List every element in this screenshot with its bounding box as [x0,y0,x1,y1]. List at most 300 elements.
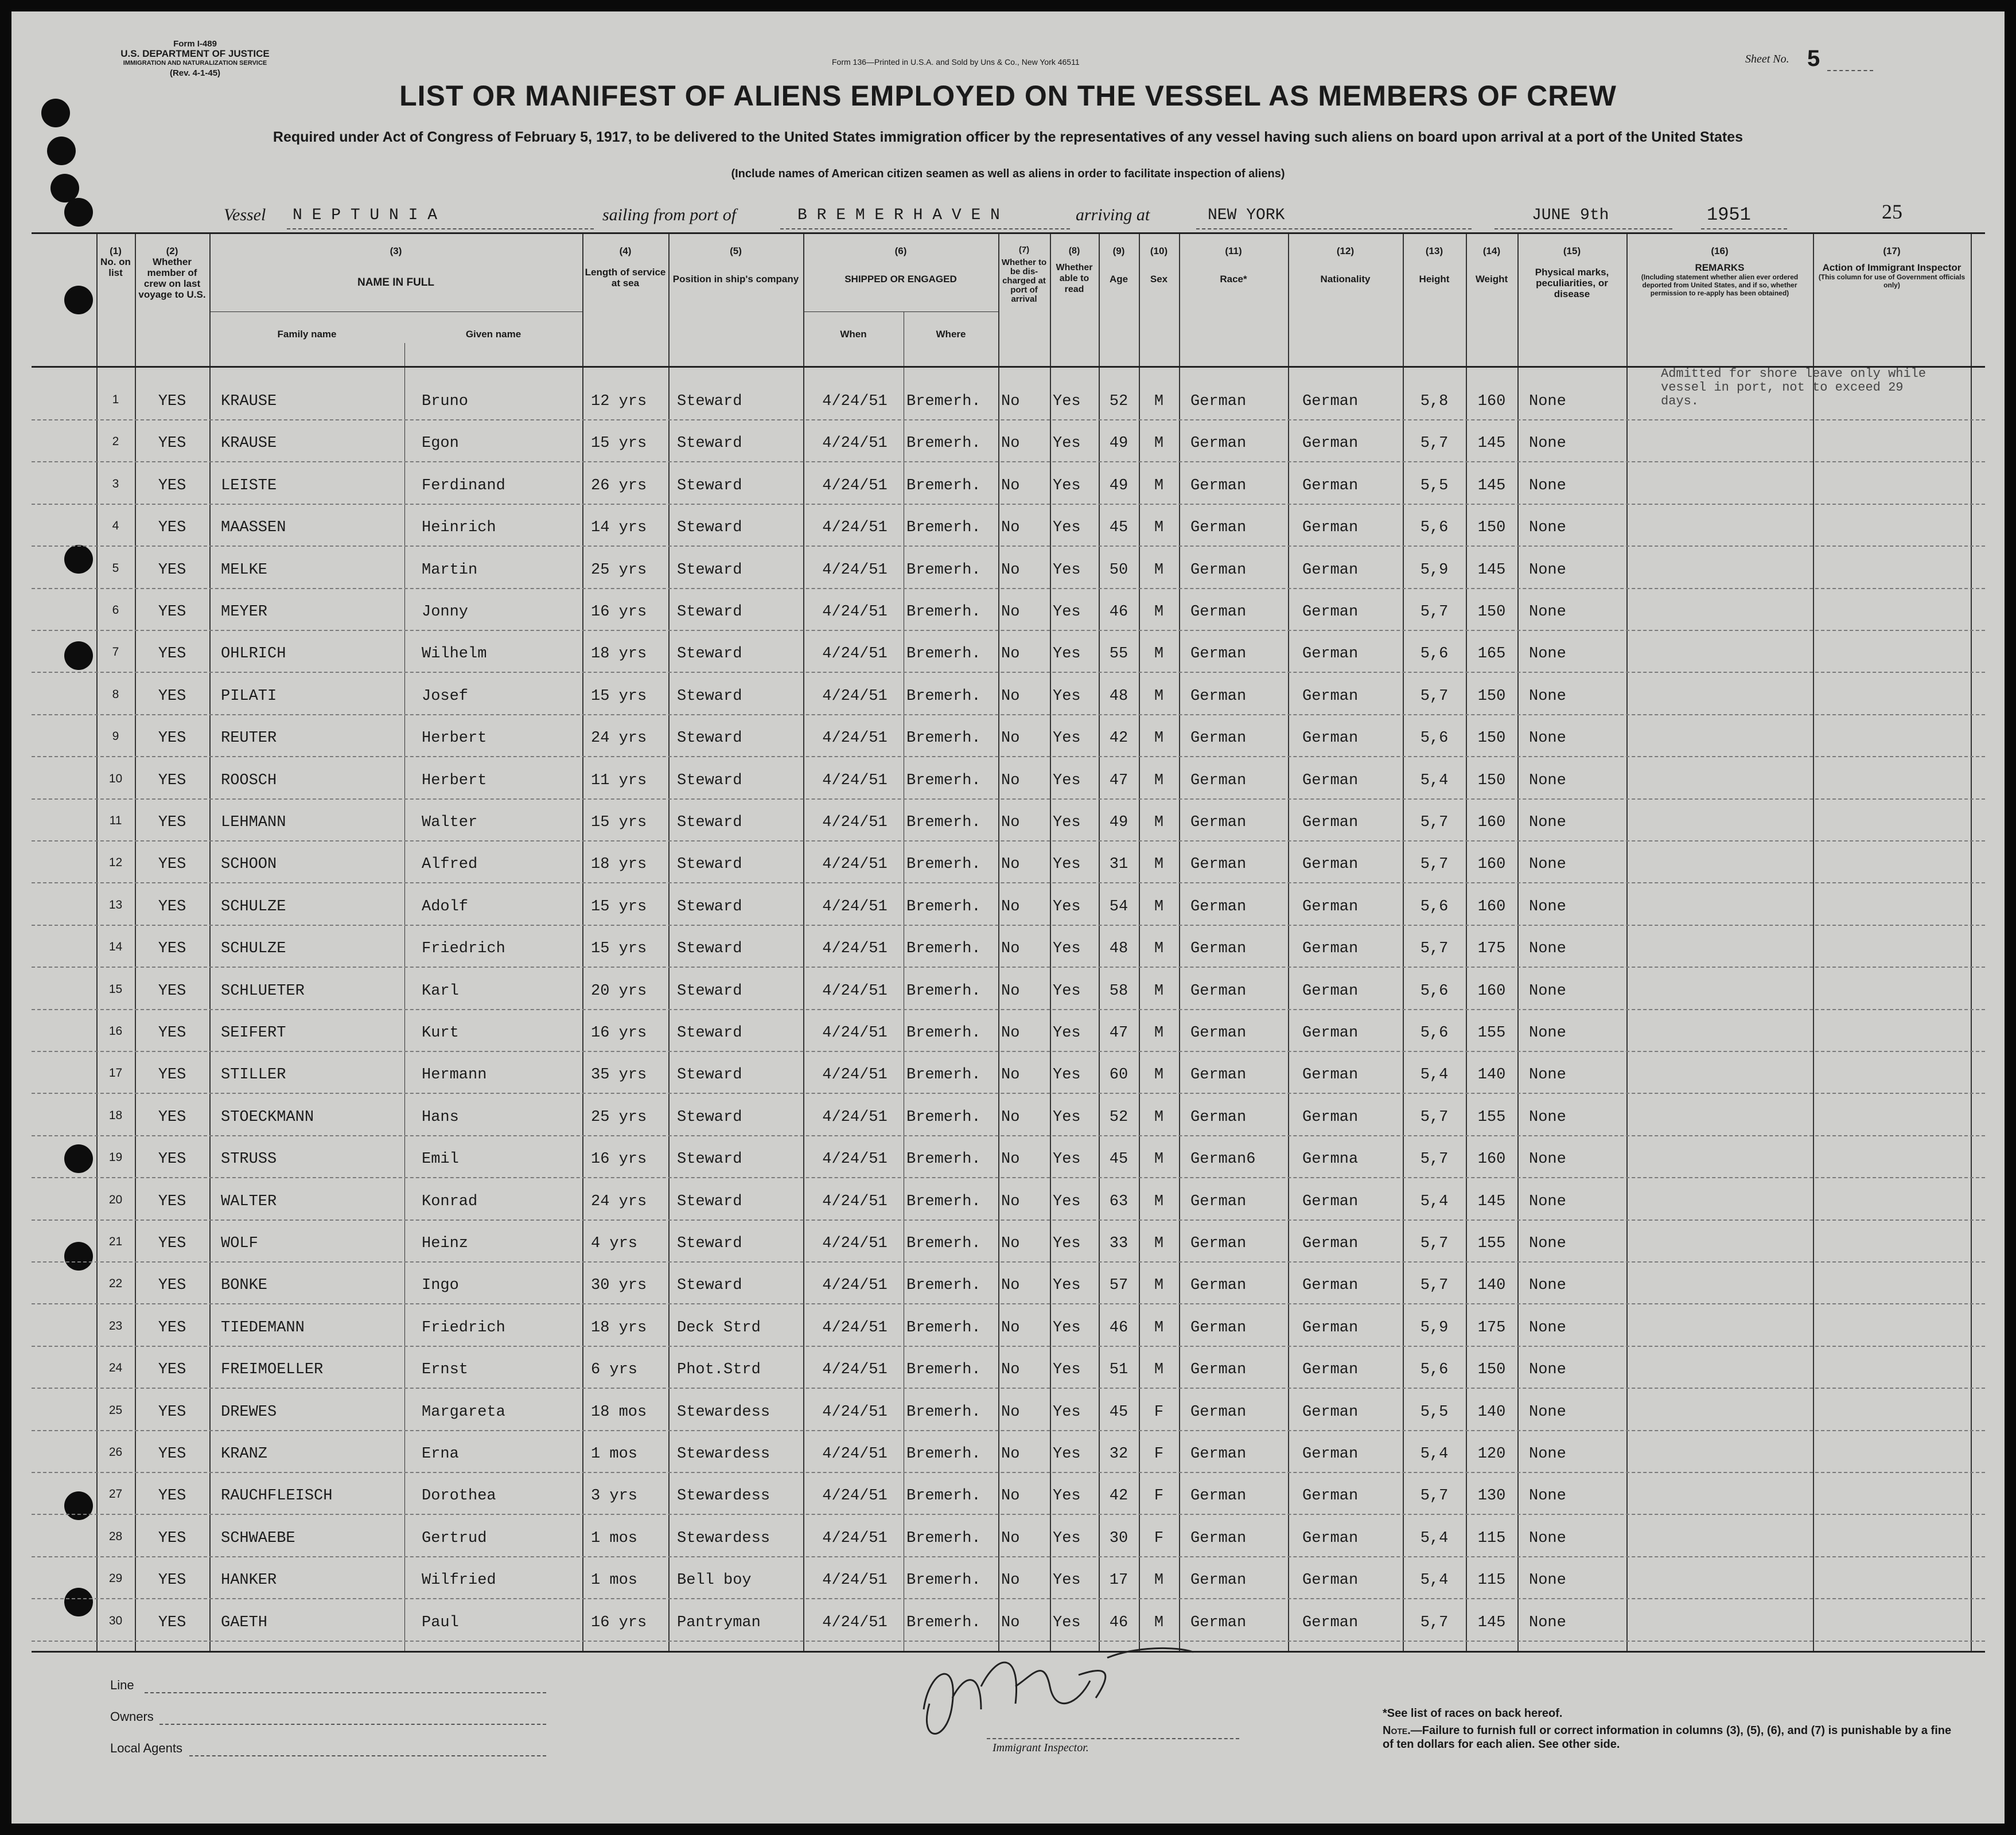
cell-race: German [1190,1277,1247,1295]
revision: (Rev. 4-1-45) [169,68,221,78]
cell-marks: None [1529,435,1566,453]
cell-last: YES [158,1361,186,1379]
cell-family: STRUSS [221,1151,277,1168]
table-row [32,1138,1985,1178]
cell-when: 4/24/51 [822,561,888,579]
cell-last: YES [158,1108,186,1126]
punch-hole [47,137,76,165]
cell-marks: None [1529,1193,1566,1210]
cell-height: 5,9 [1420,1319,1449,1337]
col-family-header: Family name [277,329,337,340]
cell-sex: F [1154,1529,1164,1547]
cell-service: 30 yrs [591,1277,647,1295]
cell-last: YES [158,730,186,747]
cell-sex: M [1154,1151,1164,1168]
cell-height: 5,6 [1420,519,1449,537]
cell-position: Bell boy [677,1572,752,1589]
cell-age: 50 [1109,561,1128,579]
punch-hole [64,198,93,227]
cell-marks: None [1529,1614,1566,1631]
cell-race: German [1190,1614,1247,1631]
cell-where: Bremerh. [906,519,981,537]
cell-disch: No [1001,1024,1020,1042]
arrival-port: NEW YORK [1208,207,1285,224]
cell-where: Bremerh. [906,1572,981,1589]
port-underline [780,228,1070,229]
cell-race: German [1190,1572,1247,1589]
inspector-signature [906,1635,1205,1755]
cell-race: German [1190,898,1247,915]
cell-nat: German [1302,477,1359,494]
cell-nat: German [1302,1193,1359,1210]
cell-no: 23 [108,1319,123,1333]
arrival-underline [1196,228,1472,229]
cell-last: YES [158,1403,186,1421]
cell-height: 5,7 [1420,1277,1449,1295]
col-name-header: (3) NAME IN FULL [357,246,435,289]
cell-age: 42 [1109,1487,1128,1505]
cell-race: German [1190,645,1247,663]
sheet-number: 5 [1807,46,1820,71]
year-underline [1701,228,1787,229]
cell-family: OHLRICH [221,645,286,663]
cell-marks: None [1529,687,1566,705]
cell-when: 4/24/51 [822,1572,888,1589]
cell-read: Yes [1053,1446,1081,1463]
cell-when: 4/24/51 [822,1529,888,1547]
cell-sex: M [1154,1193,1164,1210]
cell-disch: No [1001,982,1020,1000]
cell-given: Ferdinand [422,477,505,494]
cell-when: 4/24/51 [822,519,888,537]
cell-height: 5,4 [1420,1193,1449,1210]
table-row [32,380,1985,420]
table-row [32,1222,1985,1263]
cell-height: 5,5 [1420,1403,1449,1421]
cell-height: 5,7 [1420,603,1449,621]
cell-read: Yes [1053,393,1081,410]
cell-nat: German [1302,435,1359,453]
cell-last: YES [158,1446,186,1463]
sailing-label: sailing from port of [602,205,737,224]
crew-table [32,232,1985,1653]
cell-where: Bremerh. [906,1151,981,1168]
cell-no: 17 [108,1066,123,1080]
cell-sex: M [1154,1319,1164,1337]
cell-sex: M [1154,561,1164,579]
table-row [32,1054,1985,1094]
cell-position: Stewardess [677,1529,770,1547]
table-row [32,1391,1985,1431]
cell-age: 33 [1109,1235,1128,1252]
cell-height: 5,4 [1420,1572,1449,1589]
cell-given: Karl [422,982,459,1000]
cell-when: 4/24/51 [822,1361,888,1379]
table-row [32,1559,1985,1599]
service: IMMIGRATION AND NATURALIZATION SERVICE [123,60,267,67]
col-sex-header: (10) Sex [1150,246,1168,285]
cell-nat: German [1302,1066,1359,1084]
manifest-page [11,11,2005,1824]
cell-where: Bremerh. [906,1024,981,1042]
cell-disch: No [1001,730,1020,747]
agents-label: Local Agents [110,1741,182,1755]
cell-read: Yes [1053,940,1081,958]
cell-last: YES [158,477,186,494]
cell-given: Herbert [422,730,487,747]
owners-underline [159,1724,546,1725]
cell-position: Steward [677,477,742,494]
cell-weight: 145 [1477,1193,1506,1210]
date-underline [1495,228,1672,229]
cell-no: 30 [108,1614,123,1627]
cell-where: Bremerh. [906,393,981,410]
cell-family: MELKE [221,561,268,579]
cell-when: 4/24/51 [822,940,888,958]
races-note: *See list of races on back hereof. [1383,1707,1563,1720]
cell-no: 3 [112,477,119,490]
cell-given: Emil [422,1151,459,1168]
cell-disch: No [1001,687,1020,705]
cell-service: 16 yrs [591,1151,647,1168]
cell-height: 5,6 [1420,898,1449,915]
cell-family: MAASSEN [221,519,286,537]
cell-no: 10 [108,772,123,785]
cell-family: SEIFERT [221,1024,286,1042]
col-last-voyage-header: (2) Whether member of crew on last voyage to U.S. [138,246,206,300]
cell-read: Yes [1053,1529,1081,1547]
cell-service: 16 yrs [591,1024,647,1042]
cell-age: 45 [1109,1151,1128,1168]
line-label: Line [110,1678,134,1692]
cell-read: Yes [1053,814,1081,831]
cell-marks: None [1529,519,1566,537]
cell-when: 4/24/51 [822,645,888,663]
cell-read: Yes [1053,1361,1081,1379]
cell-height: 5,7 [1420,856,1449,874]
cell-given: Bruno [422,393,469,410]
cell-height: 5,5 [1420,477,1449,494]
cell-age: 48 [1109,940,1128,958]
cell-height: 5,8 [1420,393,1449,410]
cell-age: 54 [1109,898,1128,915]
cell-no: 4 [112,519,119,533]
cell-disch: No [1001,1614,1020,1631]
cell-given: Paul [422,1614,459,1631]
cell-nat: German [1302,940,1359,958]
cell-weight: 155 [1477,1108,1506,1126]
cell-given: Erna [422,1446,459,1463]
cell-race: German [1190,603,1247,621]
cell-marks: None [1529,1446,1566,1463]
table-row [32,1433,1985,1473]
cell-nat: German [1302,645,1359,663]
cell-last: YES [158,1193,186,1210]
cell-race: German [1190,477,1247,494]
cell-height: 5,7 [1420,1487,1449,1505]
cell-age: 46 [1109,1319,1128,1337]
cell-when: 4/24/51 [822,898,888,915]
cell-sex: F [1154,1487,1164,1505]
cell-race: German [1190,1446,1247,1463]
cell-service: 12 yrs [591,393,647,410]
cell-read: Yes [1053,477,1081,494]
cell-when: 4/24/51 [822,1487,888,1505]
cell-last: YES [158,856,186,874]
cell-no: 22 [108,1277,123,1291]
include-note: (Include names of American citizen seamen as well as aliens in order to facilitate inspection of aliens) [731,167,1285,180]
cell-sex: M [1154,1361,1164,1379]
form-block [120,39,270,78]
cell-service: 15 yrs [591,435,647,453]
cell-weight: 155 [1477,1235,1506,1252]
col-no-header: (1) No. on list [100,246,131,278]
table-row [32,591,1985,631]
table-row [32,507,1985,547]
cell-family: KRANZ [221,1446,268,1463]
cell-family: KRAUSE [221,435,277,453]
cell-race: German [1190,1108,1247,1126]
cell-weight: 150 [1477,687,1506,705]
cell-service: 16 yrs [591,1614,647,1631]
cell-where: Bremerh. [906,814,981,831]
cell-given: Egon [422,435,459,453]
cell-age: 58 [1109,982,1128,1000]
cell-age: 31 [1109,856,1128,874]
cell-given: Ingo [422,1277,459,1295]
cell-marks: None [1529,645,1566,663]
cell-service: 26 yrs [591,477,647,494]
cell-nat: German [1302,1319,1359,1337]
cell-disch: No [1001,1319,1020,1337]
department: U.S. DEPARTMENT OF JUSTICE [120,48,270,59]
cell-position: Steward [677,1277,742,1295]
cell-race: German [1190,1361,1247,1379]
cell-race: German [1190,982,1247,1000]
cell-last: YES [158,1529,186,1547]
cell-no: 8 [112,687,119,701]
cell-service: 18 yrs [591,645,647,663]
departure-port: B R E M E R H A V E N [797,207,1000,224]
cell-position: Phot.Strd [677,1361,761,1379]
cell-last: YES [158,1614,186,1631]
cell-last: YES [158,687,186,705]
cell-marks: None [1529,940,1566,958]
cell-last: YES [158,1277,186,1295]
cell-last: YES [158,393,186,410]
cell-sex: M [1154,1614,1164,1631]
col-discharge-header: (7) Whether to be dis-charged at port of arrival [1001,245,1047,304]
cell-no: 5 [112,561,119,575]
arriving-label: arriving at [1076,205,1150,224]
penalty-note: Note.—Failure to furnish full or correct information in columns (3), (5), (6), and (7) is punishable by a fine of ten dollars for each alien. See other side. [1383,1724,1952,1751]
cell-family: WALTER [221,1193,277,1210]
col-weight-header: (14) Weight [1475,246,1508,285]
cell-given: Margareta [422,1403,505,1421]
cell-height: 5,4 [1420,1529,1449,1547]
cell-marks: None [1529,1277,1566,1295]
col-action-header: (17) Action of Immigrant Inspector (This column for use of Government officials only) [1818,246,1966,289]
cell-marks: None [1529,1108,1566,1126]
table-row [32,675,1985,715]
cell-given: Hans [422,1108,459,1126]
cell-nat: German [1302,393,1359,410]
cell-race: German [1190,1235,1247,1252]
cell-when: 4/24/51 [822,435,888,453]
cell-weight: 145 [1477,1614,1506,1631]
cell-weight: 160 [1477,393,1506,410]
cell-last: YES [158,772,186,789]
cell-weight: 150 [1477,603,1506,621]
cell-age: 45 [1109,519,1128,537]
cell-race: German [1190,687,1247,705]
cell-weight: 145 [1477,477,1506,494]
cell-marks: None [1529,730,1566,747]
cell-where: Bremerh. [906,1108,981,1126]
cell-weight: 160 [1477,1151,1506,1168]
table-row [32,1517,1985,1557]
cell-service: 15 yrs [591,898,647,915]
cell-weight: 145 [1477,435,1506,453]
cell-read: Yes [1053,603,1081,621]
cell-disch: No [1001,519,1020,537]
cell-no: 26 [108,1446,123,1459]
col-read-header: (8) Whether able to read [1056,246,1093,294]
remarks-stamp: Admitted for shore leave only while vessel in port, not to exceed 29 days. [1661,367,1927,408]
cell-service: 18 yrs [591,856,647,874]
cell-read: Yes [1053,1235,1081,1252]
cell-disch: No [1001,1066,1020,1084]
cell-height: 5,6 [1420,730,1449,747]
cell-when: 4/24/51 [822,1403,888,1421]
cell-weight: 145 [1477,561,1506,579]
cell-where: Bremerh. [906,1319,981,1337]
cell-height: 5,9 [1420,561,1449,579]
cell-family: DREWES [221,1403,277,1421]
cell-marks: None [1529,561,1566,579]
cell-when: 4/24/51 [822,1319,888,1337]
cell-nat: German [1302,1235,1359,1252]
cell-position: Steward [677,519,742,537]
cell-position: Steward [677,814,742,831]
cell-sex: M [1154,645,1164,663]
cell-where: Bremerh. [906,1529,981,1547]
cell-when: 4/24/51 [822,1024,888,1042]
cell-service: 14 yrs [591,519,647,537]
col-position-header: (5) Position in ship's company [672,246,799,285]
cell-disch: No [1001,477,1020,494]
cell-family: TIEDEMANN [221,1319,305,1337]
cell-where: Bremerh. [906,772,981,789]
cell-nat: German [1302,1277,1359,1295]
cell-family: BONKE [221,1277,268,1295]
cell-service: 4 yrs [591,1235,638,1252]
cell-service: 15 yrs [591,940,647,958]
cell-position: Steward [677,603,742,621]
cell-no: 20 [108,1193,123,1206]
cell-height: 5,4 [1420,772,1449,789]
cell-disch: No [1001,1403,1020,1421]
cell-age: 49 [1109,435,1128,453]
cell-disch: No [1001,645,1020,663]
cell-weight: 115 [1477,1572,1506,1589]
cell-read: Yes [1053,561,1081,579]
cell-weight: 165 [1477,645,1506,663]
inspector-underline [987,1738,1239,1739]
cell-position: Steward [677,1235,742,1252]
cell-where: Bremerh. [906,687,981,705]
cell-sex: M [1154,1235,1164,1252]
cell-no: 25 [108,1403,123,1417]
cell-disch: No [1001,1108,1020,1126]
cell-service: 18 mos [591,1403,647,1421]
cell-read: Yes [1053,1193,1081,1210]
cell-nat: German [1302,687,1359,705]
col-service-header: (4) Length of service at sea [585,246,666,289]
cell-marks: None [1529,393,1566,410]
cell-last: YES [158,561,186,579]
cell-given: Friedrich [422,940,505,958]
cell-disch: No [1001,772,1020,789]
cell-nat: German [1302,1572,1359,1589]
cell-position: Steward [677,1066,742,1084]
cell-given: Wilhelm [422,645,487,663]
cell-when: 4/24/51 [822,856,888,874]
line-underline [145,1692,546,1693]
cell-when: 4/24/51 [822,393,888,410]
cell-marks: None [1529,1151,1566,1168]
cell-service: 24 yrs [591,1193,647,1210]
cell-sex: M [1154,1572,1164,1589]
cell-position: Stewardess [677,1403,770,1421]
cell-marks: None [1529,1487,1566,1505]
cell-age: 47 [1109,772,1128,789]
col-age-header: (9) Age [1109,246,1128,285]
cell-where: Bremerh. [906,1446,981,1463]
cell-last: YES [158,519,186,537]
page-title: LIST OR MANIFEST OF ALIENS EMPLOYED ON THE VESSEL AS MEMBERS OF CREW [399,80,1617,112]
cell-family: RAUCHFLEISCH [221,1487,333,1505]
cell-no: 7 [112,645,119,659]
cell-when: 4/24/51 [822,772,888,789]
cell-race: German [1190,561,1247,579]
cell-disch: No [1001,1361,1020,1379]
cell-where: Bremerh. [906,1361,981,1379]
cell-height: 5,7 [1420,687,1449,705]
cell-last: YES [158,1024,186,1042]
arrival-date: JUNE 9th [1532,207,1609,224]
cell-family: HANKER [221,1572,277,1589]
cell-service: 6 yrs [591,1361,638,1379]
cell-where: Bremerh. [906,940,981,958]
cell-disch: No [1001,393,1020,410]
cell-weight: 115 [1477,1529,1506,1547]
cell-where: Bremerh. [906,1403,981,1421]
cell-read: Yes [1053,1319,1081,1337]
cell-service: 3 yrs [591,1487,638,1505]
cell-read: Yes [1053,519,1081,537]
cell-read: Yes [1053,730,1081,747]
cell-race: German [1190,435,1247,453]
cell-marks: None [1529,1319,1566,1337]
cell-family: STOECKMANN [221,1108,314,1126]
cell-given: Heinrich [422,519,496,537]
cell-age: 57 [1109,1277,1128,1295]
table-row [32,843,1985,883]
cell-family: PILATI [221,687,277,705]
cell-weight: 140 [1477,1403,1506,1421]
cell-no: 19 [108,1151,123,1164]
